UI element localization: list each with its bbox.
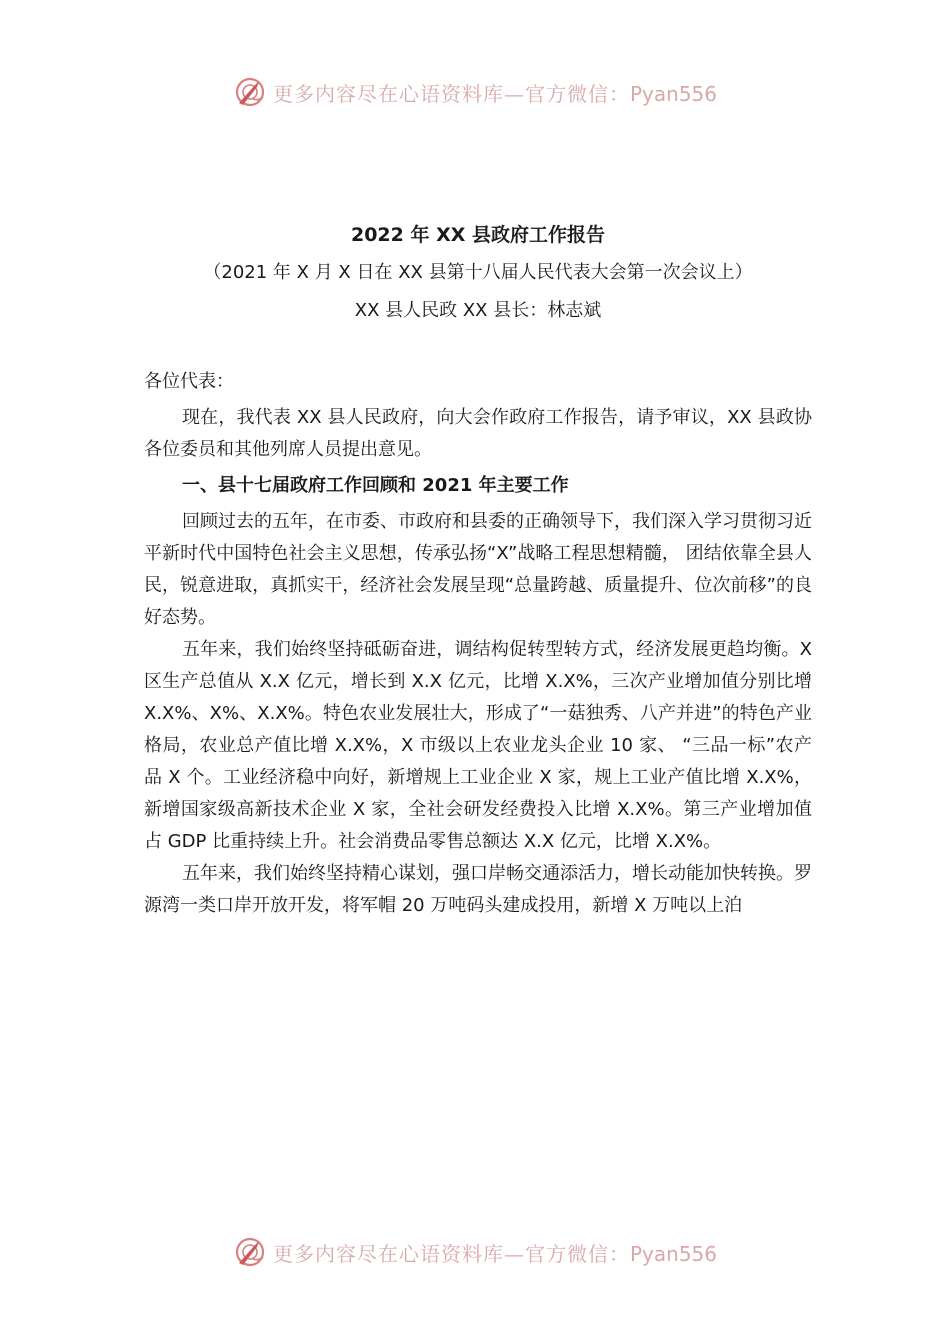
section-paragraph-3: 五年来，我们始终坚持精心谋划，强口岸畅交通添活力，增长动能加快转换。罗源湾一类口岸开放开发，将军帽 20 万吨码头建成投用，新增 X 万吨以上泊 [144, 863, 812, 916]
watermark-account: Pyan556 [629, 81, 717, 106]
spacer [144, 330, 812, 366]
document-body [144, 216, 812, 922]
watermark-account: Pyan556 [629, 1241, 717, 1266]
watermark-footer [0, 1232, 950, 1272]
watermark-logo-icon [233, 1235, 267, 1269]
watermark-text [273, 78, 717, 107]
watermark-text [273, 1238, 717, 1267]
document-title: 2022 年 XX 县政府工作报告 [350, 224, 606, 246]
watermark-slogan: 更多内容尽在心语资料库—官方微信： [272, 81, 630, 106]
salutation: 各位代表： [144, 371, 234, 392]
watermark-header [0, 72, 950, 112]
intro-paragraph: 现在，我代表 XX 县人民政府，向大会作政府工作报告，请予审议，XX 县政协各位委员和其他列席人员提出意见。 [144, 407, 812, 460]
watermark-slogan: 更多内容尽在心语资料库—官方微信： [272, 1241, 630, 1266]
section-paragraph-2: 五年来，我们始终坚持砥砺奋进，调结构促转型转方式，经济发展更趋均衡。X 区生产总值从 X.X 亿元，增长到 X.X 亿元，比增 X.X%，三次产业增加值分别比增 X.X%、X%、X.X%。特色农业发展壮大，形成了“一菇独秀、八产并进”的特色产业格局，农业总产值比增 X.X%，X 市级以上农业龙头企业 10 家、 “三品一标”农产品 X 个。工业经济稳中向好，新增规上工业企业 X 家，规上工业产值比增 X.X%，新增国家级高新技术企业 X 家，全社会研发经费投入比增 X.X%。第三产业增加值占 GDP 比重持续上升。社会消费品零售总额达 X.X 亿元，比增 X.X%。 [144, 639, 812, 852]
document-subtitle-author: XX 县人民政 XX 县长：林志斌 [354, 300, 602, 321]
watermark-logo-icon [233, 75, 267, 109]
section-paragraph-1: 回顾过去的五年，在市委、市政府和县委的正确领导下，我们深入学习贯彻习近平新时代中国特色社会主义思想，传承弘扬“X”战略工程思想精髓， 团结依靠全县人民，锐意进取，真抓实干，经济社会发展呈现“总量跨越、质量提升、位次前移”的良好态势。 [144, 511, 812, 628]
section-heading: 一、县十七届政府工作回顾和 2021 年主要工作 [182, 475, 569, 496]
document-subtitle-meeting: （2021 年 X 月 X 日在 XX 县第十八届人民代表大会第一次会议上） [203, 262, 753, 283]
